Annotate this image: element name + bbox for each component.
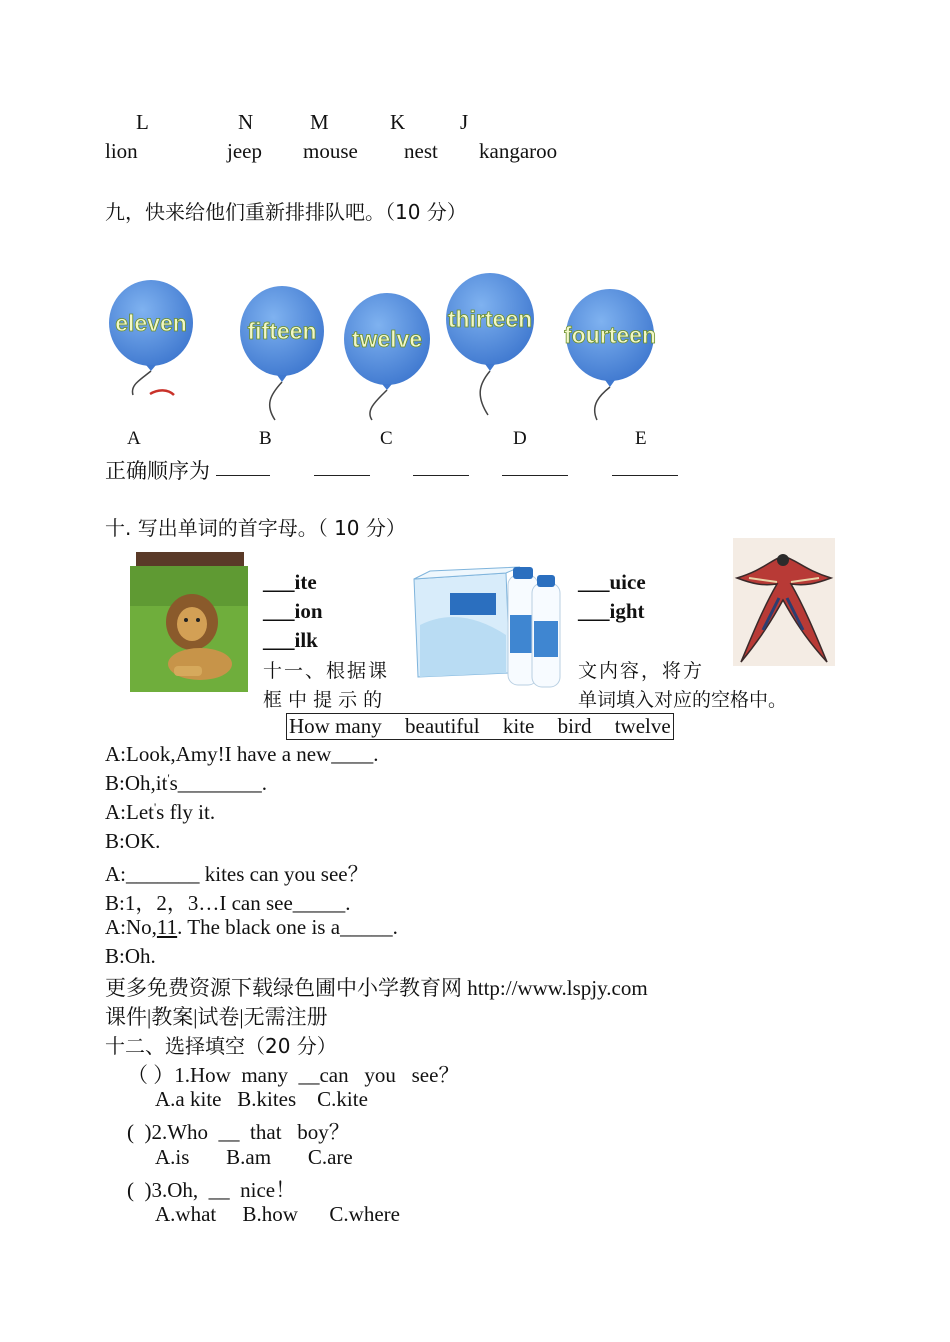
word-item: jeep (227, 139, 262, 163)
letter-item: J (460, 110, 469, 134)
order-answer-row (105, 455, 210, 485)
word-ite: ___ite (263, 570, 317, 594)
dialogue-text: . (392, 915, 398, 939)
word-item: mouse (303, 139, 358, 163)
dialogue-line-3 (105, 800, 215, 825)
order-blank-2[interactable] (314, 475, 370, 476)
balloon-letter: E (635, 428, 647, 449)
answer-blank[interactable]: _____ (340, 915, 393, 939)
dialogue-text: ' (153, 800, 157, 814)
question-3-options: A.what B.how C.where (155, 1202, 400, 1226)
balloon-letter: B (259, 428, 272, 449)
hint-word: How many (289, 714, 382, 738)
dialogue-text: A: (105, 862, 126, 886)
balloon-letter: C (380, 428, 393, 449)
order-label: 正确顺序为 (105, 459, 210, 483)
letter-item: N (238, 110, 254, 134)
dialogue-text: . (345, 891, 351, 915)
question-3-stem: ( )3.Oh, __ nice！ (127, 1178, 297, 1202)
dialogue-text: kites can you see？ (199, 862, 369, 886)
section-11-title-left-1: 十一、根据课 (263, 660, 390, 682)
answer-blank[interactable]: ____ (331, 742, 374, 766)
balloon-c-label: twelve (351, 326, 423, 352)
answer-blank[interactable]: _____ (292, 891, 346, 915)
balloon-letter: A (127, 428, 141, 449)
lion-picture (130, 552, 248, 692)
answer-blank[interactable]: ________ (177, 771, 262, 795)
letter-item: L (136, 110, 149, 134)
word-item: lion (105, 139, 138, 163)
dialogue-line-5 (105, 858, 369, 888)
dialogue-text: A:Let (105, 800, 154, 824)
word-item: nest (404, 139, 438, 163)
dialogue-text: s (169, 771, 178, 795)
dialogue-line-2 (105, 771, 267, 796)
dialogue-text: A:No, (105, 915, 157, 939)
dialogue-text: B:Oh,it (105, 771, 168, 795)
underlined-number: 11 (156, 915, 178, 939)
milk-picture (410, 565, 565, 690)
dialogue-line-8: B:Oh. (105, 944, 156, 968)
balloon-e-label: fourteen (564, 322, 656, 348)
dialogue-line-6 (105, 887, 351, 917)
word-ion: ___ion (263, 599, 323, 623)
dialogue-line-4: B:OK. (105, 829, 161, 853)
question-1-options: A.a kite B.kites C.kite (155, 1087, 368, 1111)
dialogue-text: A:Look,Amy!I have a new (105, 742, 332, 766)
promo-line-1: 更多免费资源下载绿色圃中小学教育网 http://www.lspjy.com (105, 976, 648, 1000)
section-11-title-right-2: 单词填入对应的空格中。 (578, 689, 788, 711)
word-item: kangaroo (479, 139, 558, 163)
order-blank-1[interactable] (216, 475, 270, 476)
section-10-title: 十. 写出单词的首字母。（ 10 分） (105, 516, 406, 540)
order-blank-5[interactable] (612, 475, 678, 476)
balloon-b-label: fifteen (247, 318, 317, 344)
dialogue-text: . The black one is a (177, 915, 341, 939)
order-blank-3[interactable] (413, 475, 469, 476)
question-2-options: A.is B.am C.are (155, 1145, 353, 1169)
word-hint-box (286, 713, 674, 740)
hint-word: kite (502, 714, 535, 738)
answer-blank[interactable]: _______ (126, 862, 200, 886)
balloon-b (240, 286, 324, 420)
dialogue-text: . (373, 742, 379, 766)
balloon-a (109, 280, 193, 395)
word-ilk: ___ilk (263, 628, 318, 652)
dialogue-text: . (261, 771, 268, 795)
word-uice: ___uice (578, 570, 646, 594)
order-blank-4[interactable] (502, 475, 568, 476)
section-9-title: 九，快来给他们重新排排队吧。（10 分） (105, 200, 467, 224)
balloon-d-label: thirteen (447, 306, 533, 332)
word-ight: ___ight (578, 599, 645, 623)
question-1-stem: （ ）1.How many __can you see？ (127, 1063, 460, 1087)
balloon-letter: D (513, 428, 527, 449)
balloon-e (564, 289, 656, 420)
section-11-title-right-1: 文内容，将方 (578, 660, 705, 682)
hint-word: twelve (614, 714, 671, 738)
letter-item: M (310, 110, 329, 134)
dialogue-line-1 (105, 742, 379, 767)
match-words-row (0, 139, 950, 165)
promo-line-2: 课件|教案|试卷|无需注册 (105, 1005, 328, 1029)
balloon-c (344, 293, 430, 420)
balloon-letters-row (0, 428, 950, 452)
dialogue-text: s fly it. (156, 800, 216, 824)
kite-picture (733, 538, 835, 666)
balloon-d (446, 273, 534, 415)
balloons-illustration (100, 255, 680, 425)
section-11-title-left-2: 框 中 提 示 的 (263, 689, 383, 711)
hint-word: beautiful (405, 714, 480, 738)
dialogue-text: ' (167, 771, 170, 785)
section-12-title: 十二、选择填空（20 分） (105, 1034, 337, 1058)
match-letters-row (0, 110, 950, 136)
dialogue-line-7 (105, 915, 398, 940)
dialogue-text: B:1，2，3…I can see (105, 891, 293, 915)
balloon-a-label: eleven (115, 310, 187, 336)
hint-word: bird (557, 714, 592, 738)
letter-item: K (390, 110, 406, 134)
question-2-stem: ( )2.Who __ that boy？ (127, 1120, 350, 1144)
